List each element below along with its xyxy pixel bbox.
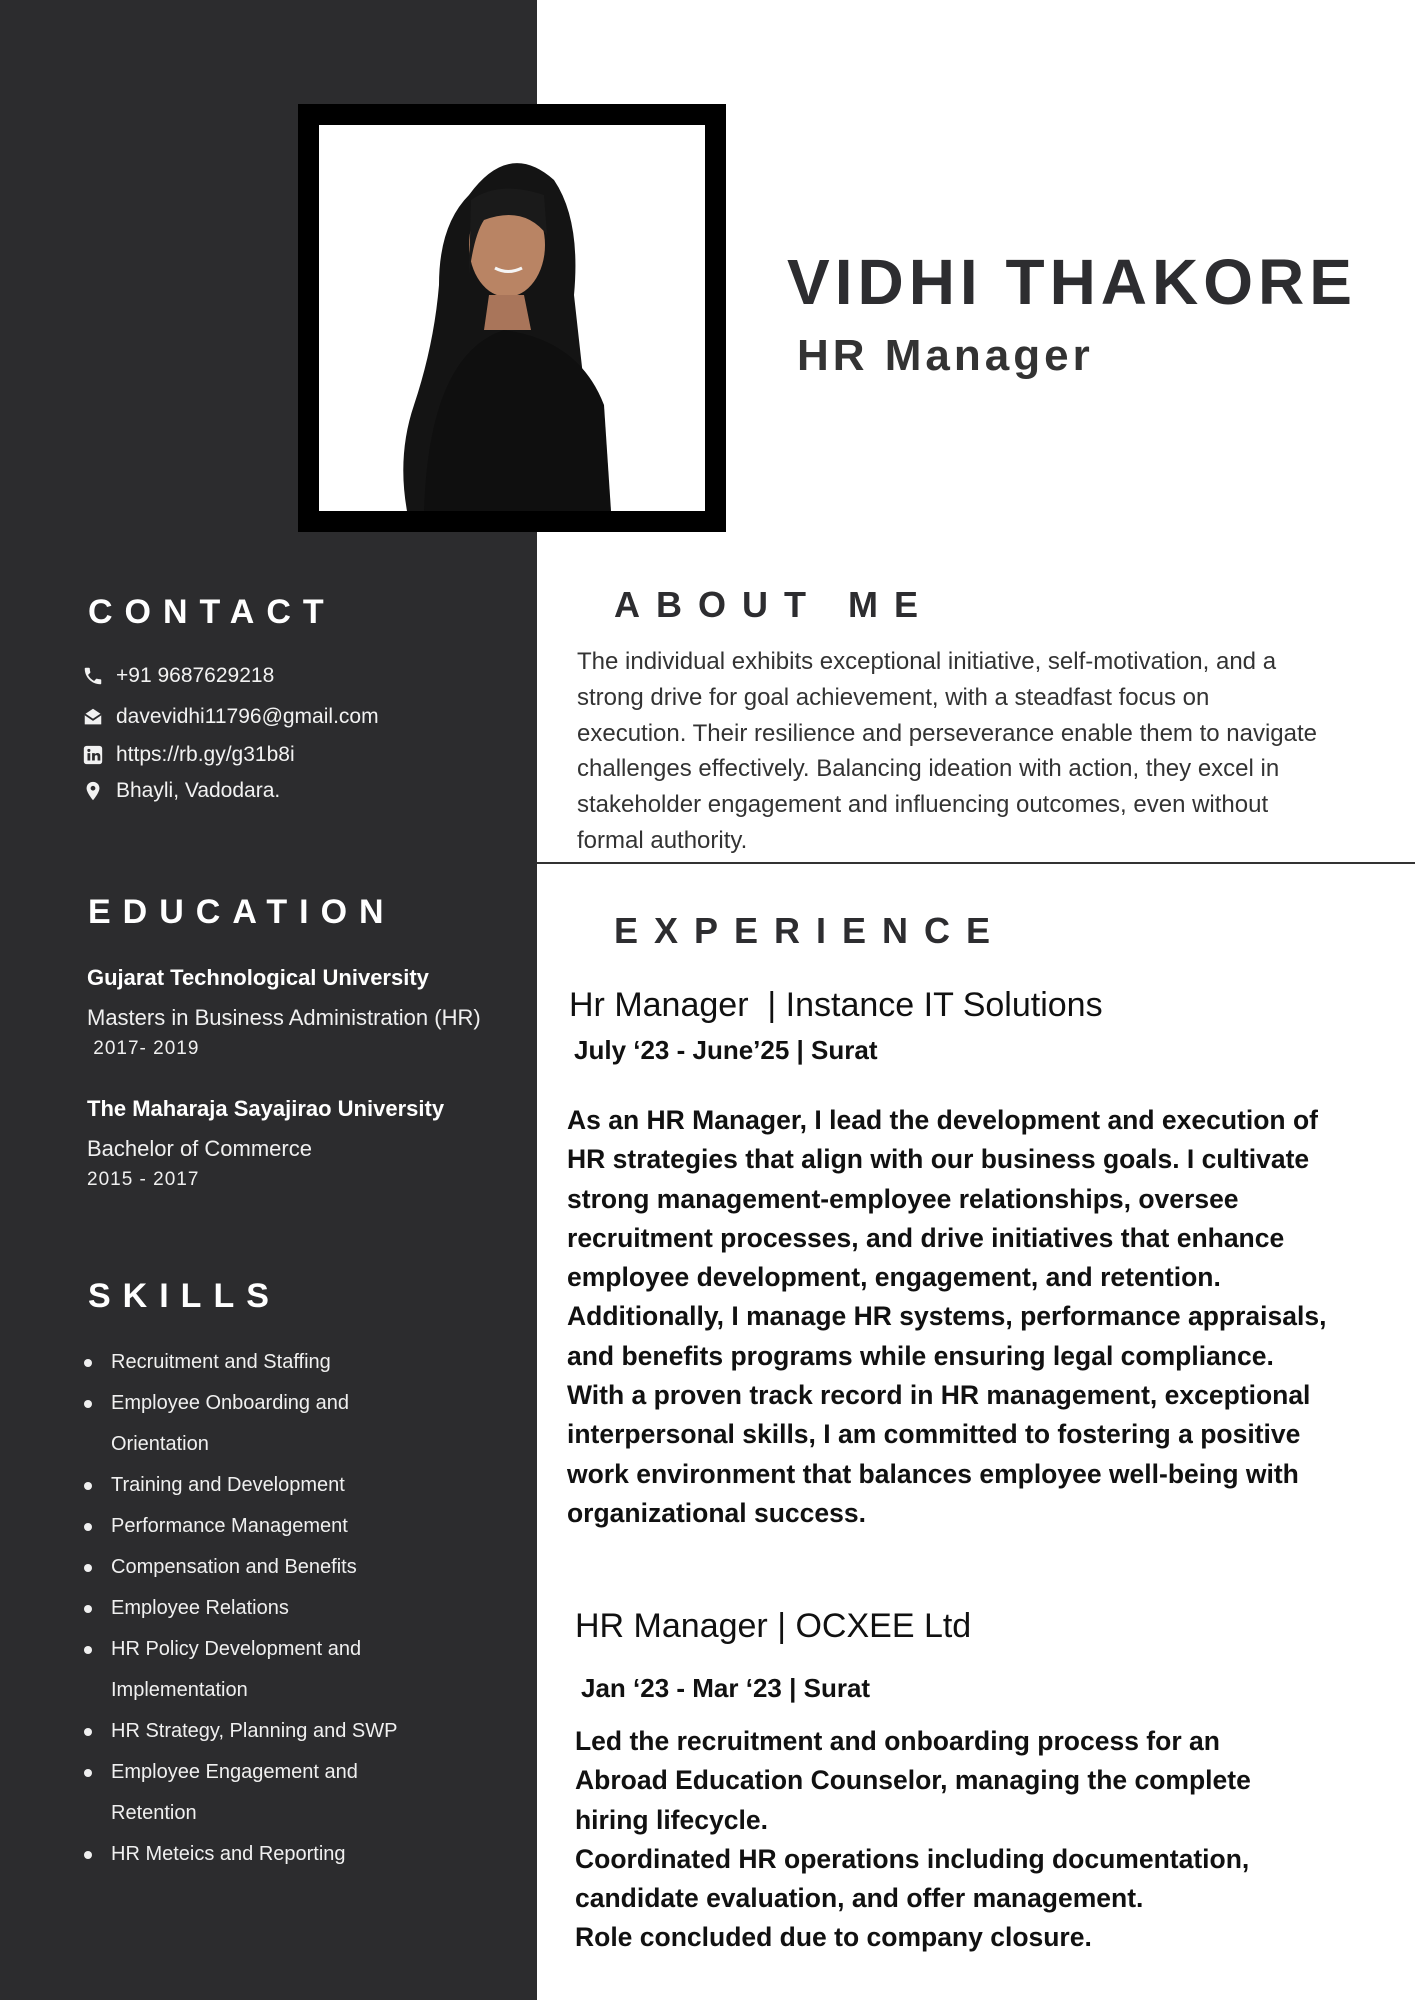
about-heading: ABOUT ME [614,584,934,625]
job-line: With a proven track record in HR management, exceptional [567,1380,1311,1411]
envelope-icon [82,706,104,728]
phone-icon [82,665,104,687]
experience-heading: EXPERIENCE [614,910,1007,951]
about-line: execution. Their resilience and perseverance enable them to navigate [577,719,1318,747]
location-pin-icon [82,780,104,802]
education-degree: Bachelor of Commerce [87,1136,312,1161]
about-line: formal authority. [577,826,748,854]
contact-email [82,702,379,732]
job-line: HR strategies that align with our business goals. I cultivate [567,1144,1310,1175]
contact-phone-text[interactable]: +91 9687629218 [116,664,275,687]
education-degree: Masters in Business Administration (HR) [87,1005,481,1030]
about-text [577,644,1387,859]
job-line: Additionally, I manage HR systems, performance appraisals, [567,1301,1327,1332]
skills-list [82,1342,502,1875]
skill-item: Training and Development [82,1465,502,1506]
linkedin-icon [82,744,104,766]
skill-item: HR Policy Development and Implementation [82,1629,381,1711]
job-line: work environment that balances employee well-being with [567,1458,1299,1489]
skill-item: Employee Onboarding and Orientation [82,1383,371,1465]
education-institution: Gujarat Technological University [87,965,429,990]
contact-linkedin-text[interactable]: https://rb.gy/g31b8i [116,743,295,766]
job-line: Led the recruitment and onboarding process for an [575,1726,1220,1756]
education-years: 2015 - 2017 [87,1169,200,1190]
about-line: stakeholder engagement and influencing outcomes, even without [577,791,1269,819]
contact-linkedin [82,740,295,770]
job-description [575,1722,1385,1958]
education-years: 2017- 2019 [87,1038,200,1059]
job-line: As an HR Manager, I lead the development and execution of [567,1105,1318,1135]
section-divider [537,862,1415,864]
skill-item: Performance Management [82,1506,502,1547]
contact-phone [82,661,274,691]
candidate-title: HR Manager [797,331,1094,380]
skill-item: Recruitment and Staffing [82,1342,502,1383]
job-line: hiring lifecycle. [575,1804,768,1835]
skill-item: Compensation and Benefits [82,1547,502,1588]
job-line: employee development, engagement, and retention. [567,1262,1221,1293]
contact-email-text[interactable]: davevidhi11796@gmail.com [116,705,379,728]
job-line: candidate evaluation, and offer management. [575,1883,1144,1914]
job-line: Role concluded due to company closure. [575,1922,1092,1953]
contact-heading: CONTACT [88,593,336,631]
job-line: organizational success. [567,1497,866,1528]
about-line: strong drive for goal achievement, with a steadfast focus on [577,683,1210,711]
about-line: challenges effectively. Balancing ideation with action, they excel in [577,755,1280,783]
education-heading: EDUCATION [88,893,396,931]
job-line: strong management-employee relationships, oversee [567,1183,1239,1214]
job-line: Coordinated HR operations including documentation, [575,1843,1250,1874]
job-title: Hr Manager | Instance IT Solutions [569,986,1103,1024]
skills-heading: SKILLS [88,1277,281,1315]
profile-photo-frame [298,104,726,532]
contact-location [82,776,280,806]
skill-item: Employee Engagement and Retention [82,1752,371,1834]
job-line: interpersonal skills, I am committed to fostering a positive [567,1419,1301,1450]
job-meta: July ‘23 - June’25 | Surat [574,1035,878,1065]
skill-item: HR Strategy, Planning and SWP [82,1711,502,1752]
skill-item: HR Meteics and Reporting [82,1834,502,1875]
job-description [567,1101,1387,1533]
job-line: and benefits programs while ensuring legal compliance. [567,1340,1274,1371]
contact-location-text: Bhayli, Vadodara. [116,779,281,802]
candidate-name: VIDHI THAKORE [787,246,1357,318]
job-line: recruitment processes, and drive initiatives that enhance [567,1222,1285,1253]
job-meta: Jan ‘23 - Mar ‘23 | Surat [581,1673,871,1703]
about-line: The individual exhibits exceptional initiative, self-motivation, and a [577,648,1277,675]
job-title: HR Manager | OCXEE Ltd [575,1607,972,1645]
skill-item: Employee Relations [82,1588,502,1629]
education-institution: The Maharaja Sayajirao University [87,1096,445,1121]
job-line: Abroad Education Counselor, managing the complete [575,1765,1251,1796]
profile-photo [319,125,705,511]
profile-photo-illustration [319,125,705,511]
